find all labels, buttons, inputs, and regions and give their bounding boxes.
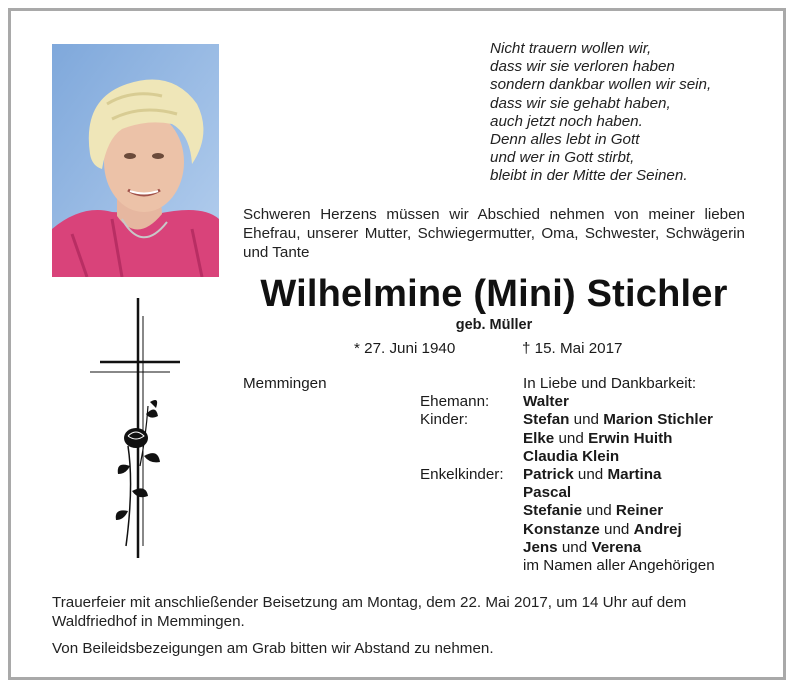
grandchild-entry bbox=[523, 484, 715, 502]
child-name: Claudia Klein bbox=[523, 447, 620, 465]
grandchild-partner-name: Verena bbox=[591, 538, 642, 556]
place-of-residence: Memmingen bbox=[243, 375, 327, 392]
label-grandchildren: Enkelkinder: bbox=[420, 465, 504, 483]
poem-line: dass wir sie gehabt haben, bbox=[490, 94, 671, 112]
intro-text: Schweren Herzens müssen wir Abschied nehmen von meiner lieben Ehefrau, unserer Mutter, Schwiegermutter, Oma, Schwester, Schwägerin und Tante bbox=[243, 206, 745, 261]
poem-line: dass wir sie verloren haben bbox=[490, 58, 675, 76]
connector-word: und bbox=[586, 502, 612, 520]
poem-line: sondern dankbar wollen wir sein, bbox=[490, 76, 712, 94]
closing-line: In Liebe und Dankbarkeit: bbox=[523, 375, 697, 392]
label-spouse: Ehemann: bbox=[420, 393, 490, 411]
grandchild-partner-name: Martina bbox=[607, 465, 662, 483]
condolence-request: Von Beileidsbezeigungen am Grab bitten wir Abstand zu nehmen. bbox=[52, 640, 494, 657]
funeral-information bbox=[52, 593, 752, 658]
grandchild-name: Stefanie bbox=[523, 502, 583, 520]
poem-line: und wer in Gott stirbt, bbox=[490, 149, 635, 167]
connector-word: und bbox=[573, 411, 599, 429]
spouse-name: Walter bbox=[523, 393, 569, 411]
grandchild-partner-name: Andrej bbox=[633, 520, 682, 538]
grandchild-entry bbox=[523, 502, 715, 520]
birth-date: * 27. Juni 1940 bbox=[354, 340, 456, 357]
connector-word: und bbox=[604, 520, 630, 538]
poem-line: Denn alles lebt in Gott bbox=[490, 131, 640, 149]
deceased-name: Wilhelmine (Mini) Stichler bbox=[260, 273, 728, 315]
connector-word: und bbox=[577, 465, 604, 483]
grandchild-name: Patrick bbox=[523, 465, 574, 483]
child-partner-name: Erwin Huith bbox=[588, 429, 673, 447]
connector-word: und bbox=[561, 538, 588, 556]
service-details: Trauerfeier mit anschließender Beisetzung am Montag, dem 22. Mai 2017, um 14 Uhr auf dem Waldfriedhof in Memmingen. bbox=[52, 594, 687, 630]
death-date: † 15. Mai 2017 bbox=[522, 340, 623, 357]
grandchild-entry bbox=[523, 539, 715, 557]
child-name: Elke bbox=[523, 429, 555, 447]
maiden-name: geb. Müller bbox=[455, 317, 533, 333]
all-relatives-line: im Namen aller Angehörigen bbox=[523, 556, 715, 574]
grandchild-name: Pascal bbox=[523, 484, 572, 502]
poem-line: Nicht trauern wollen wir, bbox=[490, 40, 652, 57]
child-entry bbox=[523, 448, 715, 466]
connector-word: und bbox=[558, 429, 584, 447]
label-children: Kinder: bbox=[420, 411, 469, 429]
grandchild-entry bbox=[523, 466, 715, 484]
memorial-poem bbox=[490, 40, 780, 186]
child-entry bbox=[523, 411, 715, 429]
relation-labels bbox=[420, 375, 504, 484]
child-partner-name: Marion Stichler bbox=[603, 411, 713, 429]
portrait-photo bbox=[52, 44, 219, 277]
grandchild-partner-name: Reiner bbox=[615, 502, 664, 520]
poem-line: auch jetzt noch haben. bbox=[490, 112, 643, 130]
portrait-illustration bbox=[52, 44, 219, 277]
child-name: Stefan bbox=[523, 411, 570, 429]
cross-with-rose-icon bbox=[88, 296, 188, 566]
poem-line: bleibt in der Mitte der Seinen. bbox=[490, 167, 688, 185]
grandchild-name: Jens bbox=[523, 538, 558, 556]
grandchild-entry bbox=[523, 521, 715, 539]
mourners-list bbox=[523, 375, 715, 575]
grandchild-name: Konstanze bbox=[523, 520, 600, 538]
child-entry bbox=[523, 430, 715, 448]
